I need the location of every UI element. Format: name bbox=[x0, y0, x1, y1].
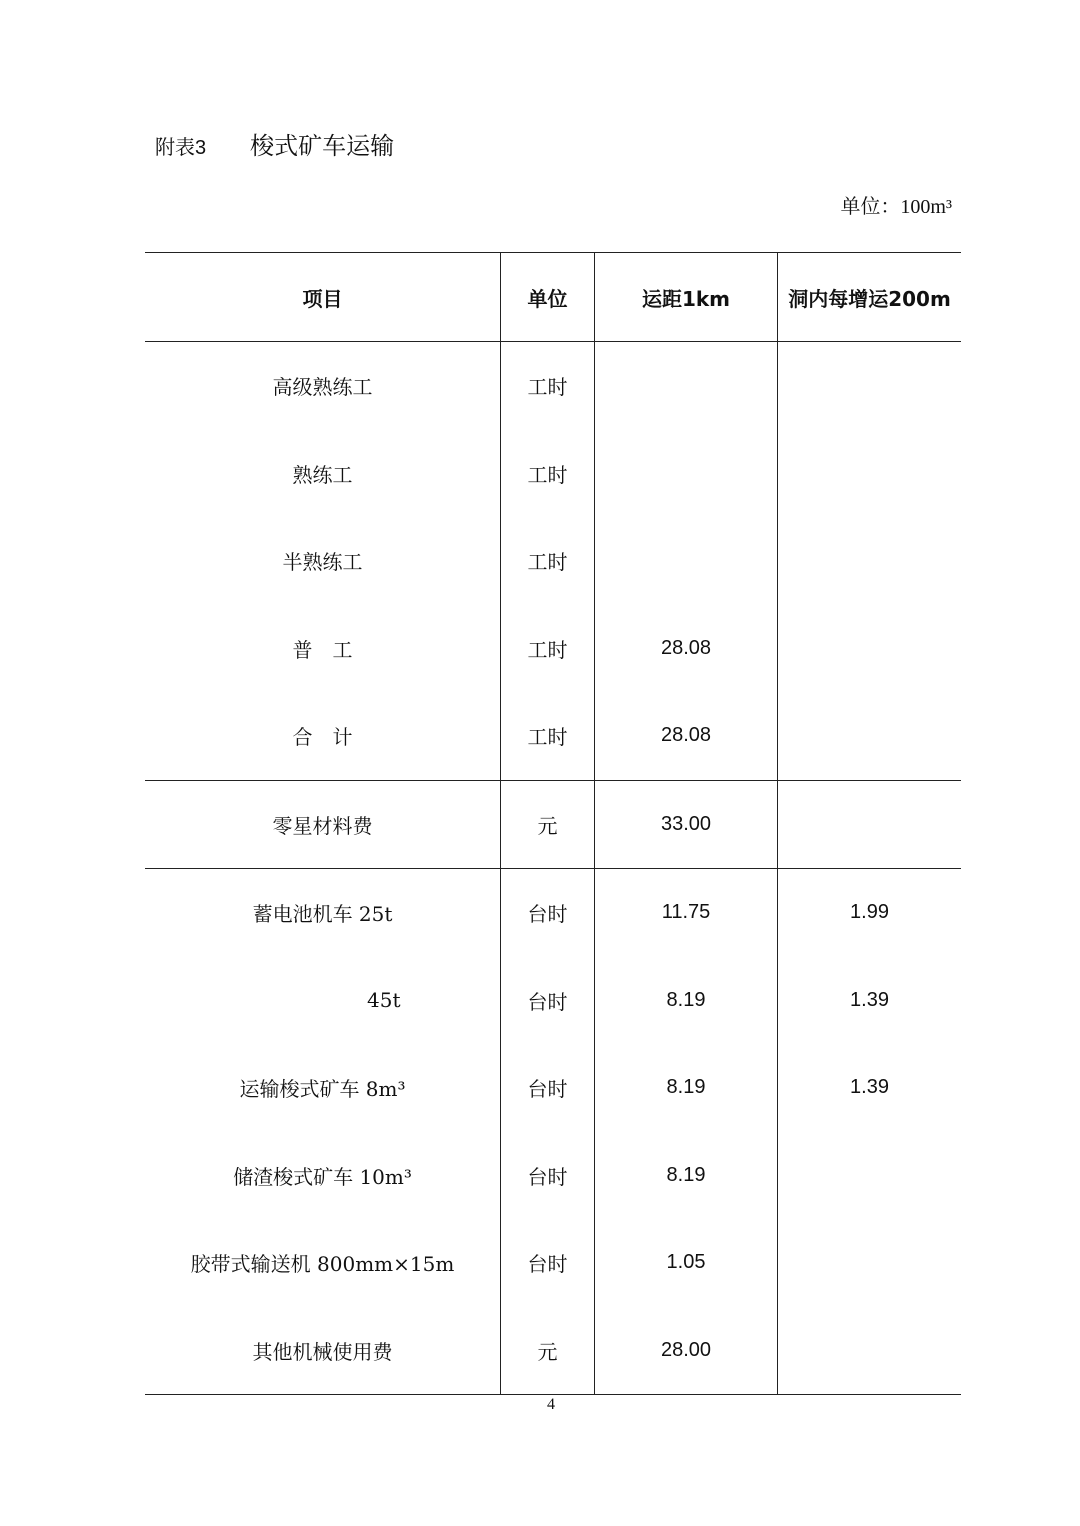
quota-table bbox=[145, 252, 961, 1395]
row-value-200m bbox=[777, 430, 961, 518]
row-unit: 工时 bbox=[500, 692, 594, 780]
row-item: 45t bbox=[367, 988, 401, 1013]
table-header-row bbox=[145, 252, 961, 342]
row-value-1km bbox=[594, 517, 777, 605]
table-title bbox=[155, 126, 394, 161]
header-distance-1km: 运距1km bbox=[594, 253, 777, 341]
row-unit: 工时 bbox=[500, 342, 594, 430]
row-item: 零星材料费 bbox=[272, 813, 373, 838]
row-value-200m: 1.99 bbox=[777, 869, 961, 957]
row-item: 普 工 bbox=[292, 637, 353, 662]
row-value-200m: 1.39 bbox=[777, 957, 961, 1045]
row-unit: 台时 bbox=[500, 1219, 594, 1307]
row-unit: 工时 bbox=[500, 430, 594, 518]
row-unit: 元 bbox=[500, 781, 594, 869]
row-value-200m bbox=[777, 517, 961, 605]
row-unit: 工时 bbox=[500, 517, 594, 605]
row-value-1km: 28.08 bbox=[594, 692, 777, 780]
table-row bbox=[145, 781, 961, 870]
row-value-1km: 8.19 bbox=[594, 1044, 777, 1132]
row-item: 运输梭式矿车 8m³ bbox=[239, 1077, 406, 1102]
table-row bbox=[145, 1307, 961, 1396]
row-item: 储渣梭式矿车 10m³ bbox=[233, 1164, 412, 1189]
row-value-200m bbox=[777, 781, 961, 869]
row-unit: 台时 bbox=[500, 957, 594, 1045]
row-value-200m bbox=[777, 692, 961, 780]
table-row bbox=[145, 1044, 961, 1132]
table-row bbox=[145, 430, 961, 518]
row-item: 合 计 bbox=[292, 725, 353, 750]
row-value-200m bbox=[777, 1219, 961, 1307]
row-unit: 台时 bbox=[500, 1132, 594, 1220]
row-item: 半熟练工 bbox=[282, 550, 363, 575]
row-value-1km: 28.08 bbox=[594, 605, 777, 693]
row-value-1km: 1.05 bbox=[594, 1219, 777, 1307]
unit-label: 单位：100m³ bbox=[840, 196, 952, 218]
row-value-1km: 8.19 bbox=[594, 957, 777, 1045]
row-unit: 台时 bbox=[500, 1044, 594, 1132]
header-per-200m: 洞内每增运200m bbox=[777, 253, 961, 341]
row-item: 蓄电池机车 25t bbox=[252, 902, 393, 927]
header-unit: 单位 bbox=[500, 253, 594, 341]
page-number: 4 bbox=[547, 1396, 555, 1413]
table-row bbox=[145, 957, 961, 1045]
table-row bbox=[145, 1132, 961, 1220]
row-item: 高级熟练工 bbox=[272, 375, 373, 400]
row-value-1km: 11.75 bbox=[594, 869, 777, 957]
row-value-1km: 33.00 bbox=[594, 781, 777, 869]
header-item: 项目 bbox=[302, 286, 343, 311]
table-name: 梭式矿车运输 bbox=[250, 132, 395, 160]
row-unit: 元 bbox=[500, 1307, 594, 1395]
row-unit: 台时 bbox=[500, 869, 594, 957]
table-row bbox=[145, 1219, 961, 1307]
row-value-200m bbox=[777, 605, 961, 693]
row-value-1km: 8.19 bbox=[594, 1132, 777, 1220]
table-row bbox=[145, 342, 961, 430]
row-value-200m: 1.39 bbox=[777, 1044, 961, 1132]
row-value-1km bbox=[594, 430, 777, 518]
table-row bbox=[145, 605, 961, 693]
row-value-200m bbox=[777, 342, 961, 430]
row-item: 熟练工 bbox=[292, 462, 353, 487]
row-value-200m bbox=[777, 1132, 961, 1220]
row-item: 胶带式输送机 800mm×15m bbox=[190, 1252, 455, 1277]
table-row bbox=[145, 692, 961, 781]
table-row bbox=[145, 869, 961, 957]
row-value-200m bbox=[777, 1307, 961, 1395]
row-value-1km bbox=[594, 342, 777, 430]
row-unit: 工时 bbox=[500, 605, 594, 693]
row-value-1km: 28.00 bbox=[594, 1307, 777, 1395]
table-row bbox=[145, 517, 961, 605]
row-item: 其他机械使用费 bbox=[252, 1339, 393, 1364]
table-number: 附表3 bbox=[155, 137, 207, 159]
